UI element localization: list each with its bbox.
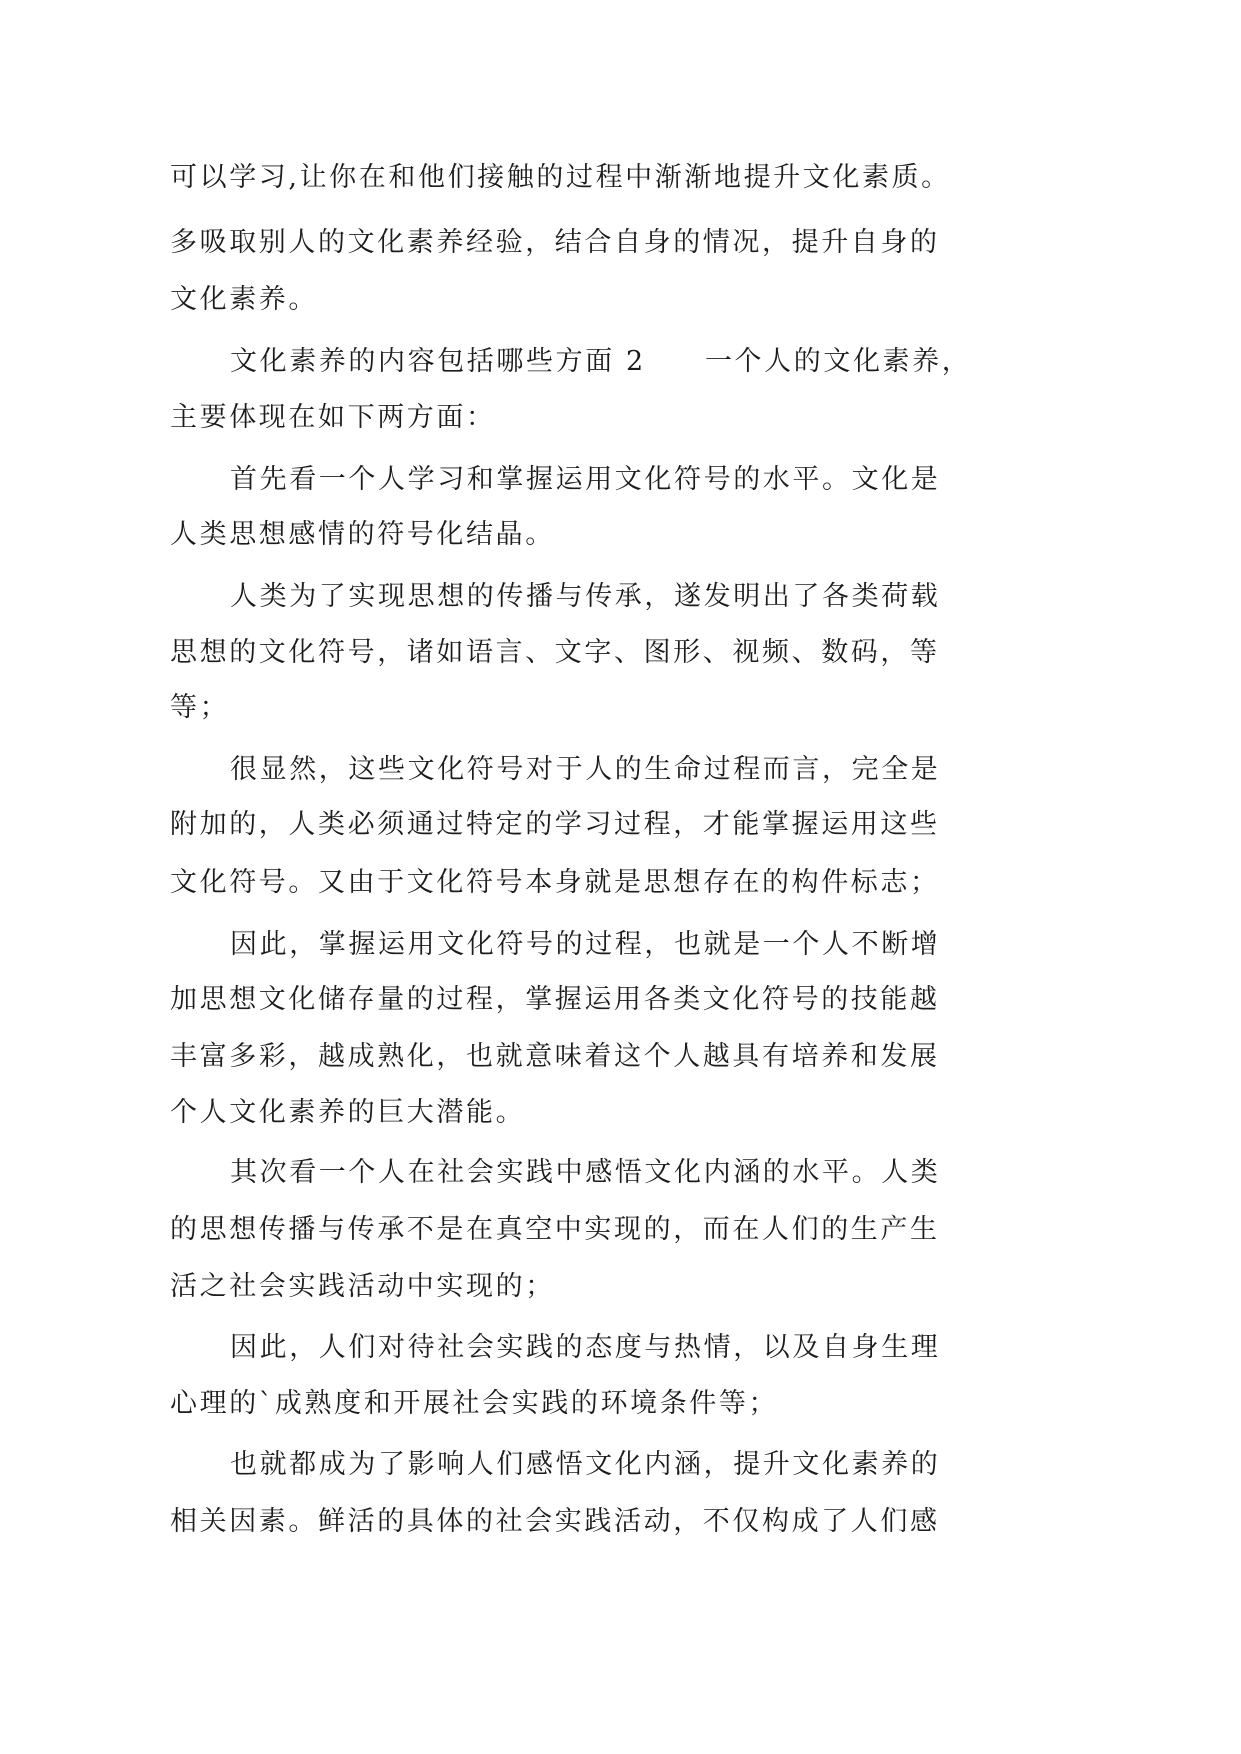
text-line: 人类为了实现思想的传播与传承，遂发明出了各类荷载	[230, 581, 941, 612]
text-line: 的思想传播与传承不是在真空中实现的，而在人们的生产生	[170, 1214, 940, 1245]
text-line: 因此，人们对待社会实践的态度与热情，以及自身生理	[230, 1332, 941, 1363]
text-line: 文化符号。又由于文化符号本身就是思想存在的构件标志；	[170, 867, 940, 898]
text-line: 相关因素。鲜活的具体的社会实践活动，不仅构成了人们感	[170, 1506, 940, 1537]
text-line: 人类思想感情的符号化结晶。	[170, 519, 555, 550]
text-line: 个人文化素养的巨大潜能。	[170, 1097, 526, 1128]
text-line: 首先看一个人学习和掌握运用文化符号的水平。文化是	[230, 464, 941, 495]
text-line: 可以学习,让你在和他们接触的过程中渐渐地提升文化素质。	[170, 162, 951, 193]
text-line: 附加的，人类必须通过特定的学习过程，才能掌握运用这些	[170, 809, 940, 840]
text-line: 也就都成为了影响人们感悟文化内涵，提升文化素养的	[230, 1449, 941, 1480]
text-line: 主要体现在如下两方面：	[170, 402, 496, 433]
text-line: 多吸取别人的文化素养经验，结合自身的情况，提升自身的	[170, 227, 940, 258]
text-line: 活之社会实践活动中实现的；	[170, 1271, 555, 1302]
text-line: 很显然，这些文化符号对于人的生命过程而言，完全是	[230, 754, 941, 785]
text-line: 思想的文化符号，诸如语言、文字、图形、视频、数码，等	[170, 637, 940, 668]
text-line: 其次看一个人在社会实践中感悟文化内涵的水平。人类	[230, 1157, 941, 1188]
text-line: 文化素养。	[170, 284, 318, 315]
text-line: 因此，掌握运用文化符号的过程，也就是一个人不断增	[230, 929, 941, 960]
text-line: 等；	[170, 692, 230, 723]
text-line: 心理的`成熟度和开展社会实践的环境条件等；	[170, 1388, 779, 1419]
text-line: 丰富多彩，越成熟化，也就意味着这个人越具有培养和发展	[170, 1041, 940, 1072]
text-line: 加思想文化储存量的过程，掌握运用各类文化符号的技能越	[170, 984, 940, 1015]
text-line: 文化素养的内容包括哪些方面 2 一个人的文化素养，	[230, 346, 972, 377]
